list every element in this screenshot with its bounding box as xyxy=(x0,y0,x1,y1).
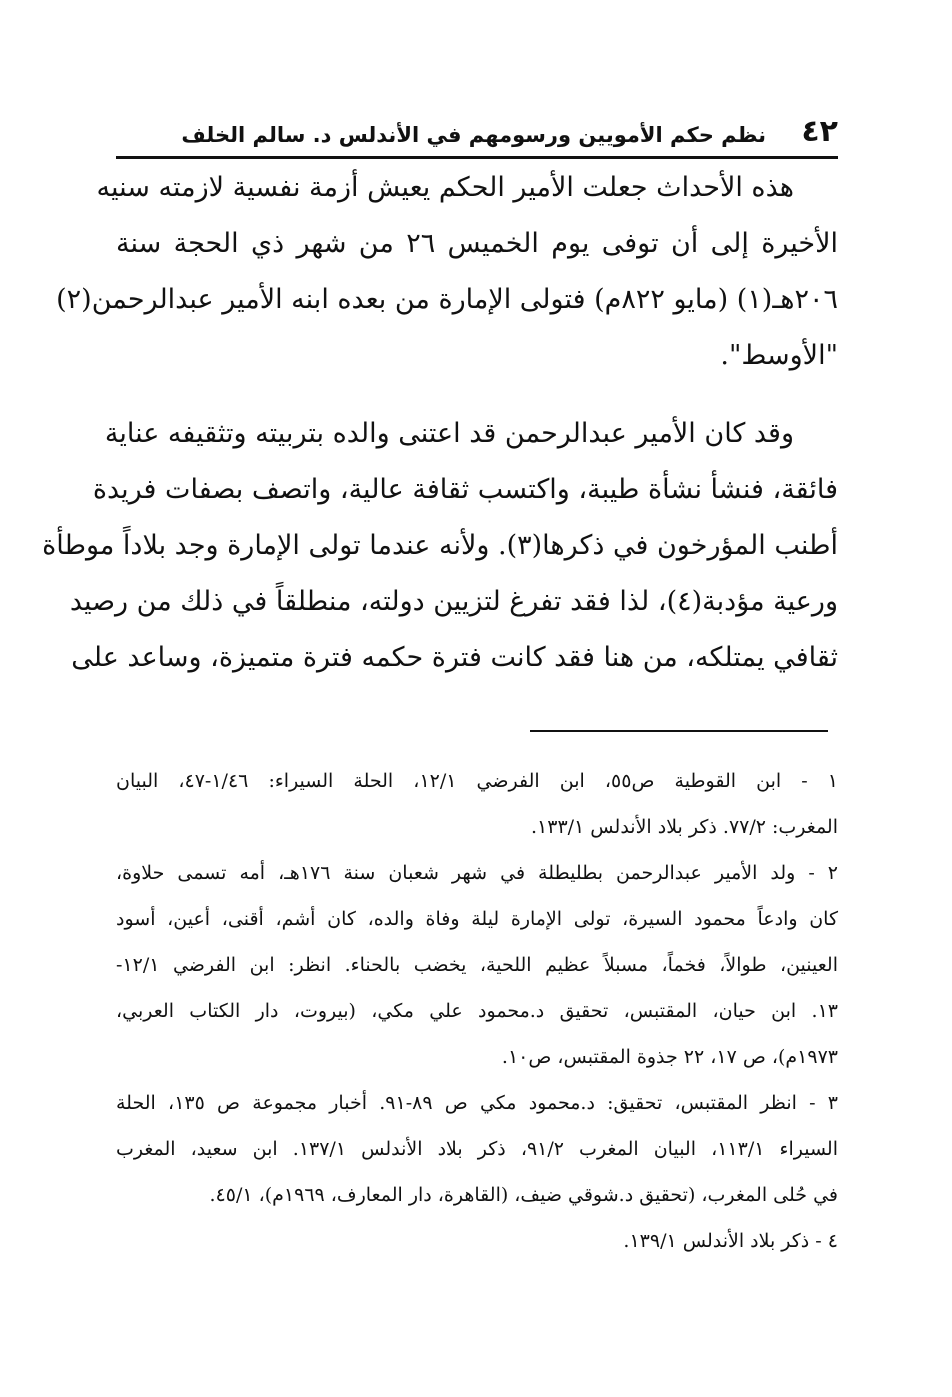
footnote-line: ١٣. ابن حيان، المقتبس، تحقيق د.محمود علي مكي، (بيروت، دار الكتاب العربي، xyxy=(116,1000,838,1022)
main-text xyxy=(42,160,839,686)
text-line: ورعية مؤدبة(٤)، لذا فقد تفرغ لتزيين دولته، منطلقاً في ذلك من رصيد xyxy=(69,586,838,617)
footnote-line: ٤ - ذكر بلاد الأندلس ١٣٩/١. xyxy=(623,1230,838,1252)
text-line: هذه الأحداث جعلت الأمير الحكم يعيش أزمة نفسية لازمته سنيه xyxy=(96,172,794,203)
page-number: ٤٢ xyxy=(801,114,838,149)
footnote xyxy=(116,850,838,1080)
text-line: فائقة، فنشأ نشأة طيبة، واكتسب ثقافة عالية، واتصف بصفات فريدة xyxy=(92,474,838,505)
footnote-divider xyxy=(530,730,828,732)
paragraph xyxy=(56,160,839,384)
page-header xyxy=(116,114,838,159)
footnote-line: العينين، طوالاً، فخماً، مسبلاً عظيم اللحية، يخضب بالحناء. انظر: ابن الفرضي ١٢/١- xyxy=(116,954,838,976)
footnote-line: ٣ - انظر المقتبس، تحقيق: د.محمود مكي ص ٨٩-٩١. أخبار مجموعة ص ١٣٥، الحلة xyxy=(116,1092,839,1114)
footnote-line: ٢ - ولد الأمير عبدالرحمن بطليطلة في شهر شعبان سنة ١٧٦هـ، أمه تسمى حلاوة، xyxy=(116,862,838,884)
text-line: وقد كان الأمير عبدالرحمن قد اعتنى والده بتربيته وتثقيفه عناية xyxy=(104,418,794,449)
text-line: أطنب المؤرخون في ذكرها(٣). ولأنه عندما تولى الإمارة وجد بلاداً موطأة xyxy=(42,530,838,561)
paragraph xyxy=(42,406,838,686)
text-line: ٢٠٦هـ(١) (مايو ٨٢٢م) فتولى الإمارة من بعده ابنه الأمير عبدالرحمن(٢) xyxy=(56,284,838,315)
footnote xyxy=(116,758,838,850)
running-title: نظم حكم الأمويين ورسومهم في الأندلس د. سالم الخلف xyxy=(181,123,766,147)
footnote-line: ١ - ابن القوطية ص٥٥، ابن الفرضي ١٢/١، الحلة السيراء: ١/٤٦-٤٧، البيان xyxy=(116,770,838,792)
text-line: "الأوسط". xyxy=(720,340,838,371)
footnote xyxy=(116,1218,838,1264)
footnotes xyxy=(116,758,838,1264)
footnote-line: السيراء ١١٣/١، البيان المغرب ٩١/٢، ذكر بلاد الأندلس ١٣٧/١. ابن سعيد، المغرب xyxy=(116,1138,838,1160)
footnote-line: كان وادعاً محمود السيرة، تولى الإمارة ليلة وفاة والده، كان أشم، أقنى، أعين، أسود xyxy=(116,908,838,930)
text-line: الأخيرة إلى أن توفى يوم الخميس ٢٦ من شهر ذي الحجة سنة xyxy=(116,228,839,259)
footnote-line: في حُلى المغرب، (تحقيق د.شوقي ضيف، (القاهرة، دار المعارف، ١٩٦٩م)، ٤٥/١. xyxy=(209,1184,838,1206)
footnote-line: ١٩٧٣م)، ص ١٧، ٢٢ جذوة المقتبس، ص١٠. xyxy=(501,1046,838,1068)
footnote-line: المغرب: ٧٧/٢. ذكر بلاد الأندلس ١٣٣/١. xyxy=(530,816,838,838)
footnote xyxy=(116,1080,838,1218)
text-line: ثقافي يمتلكه، من هنا فقد كانت فترة حكمه فترة متميزة، وساعد على xyxy=(71,642,838,673)
